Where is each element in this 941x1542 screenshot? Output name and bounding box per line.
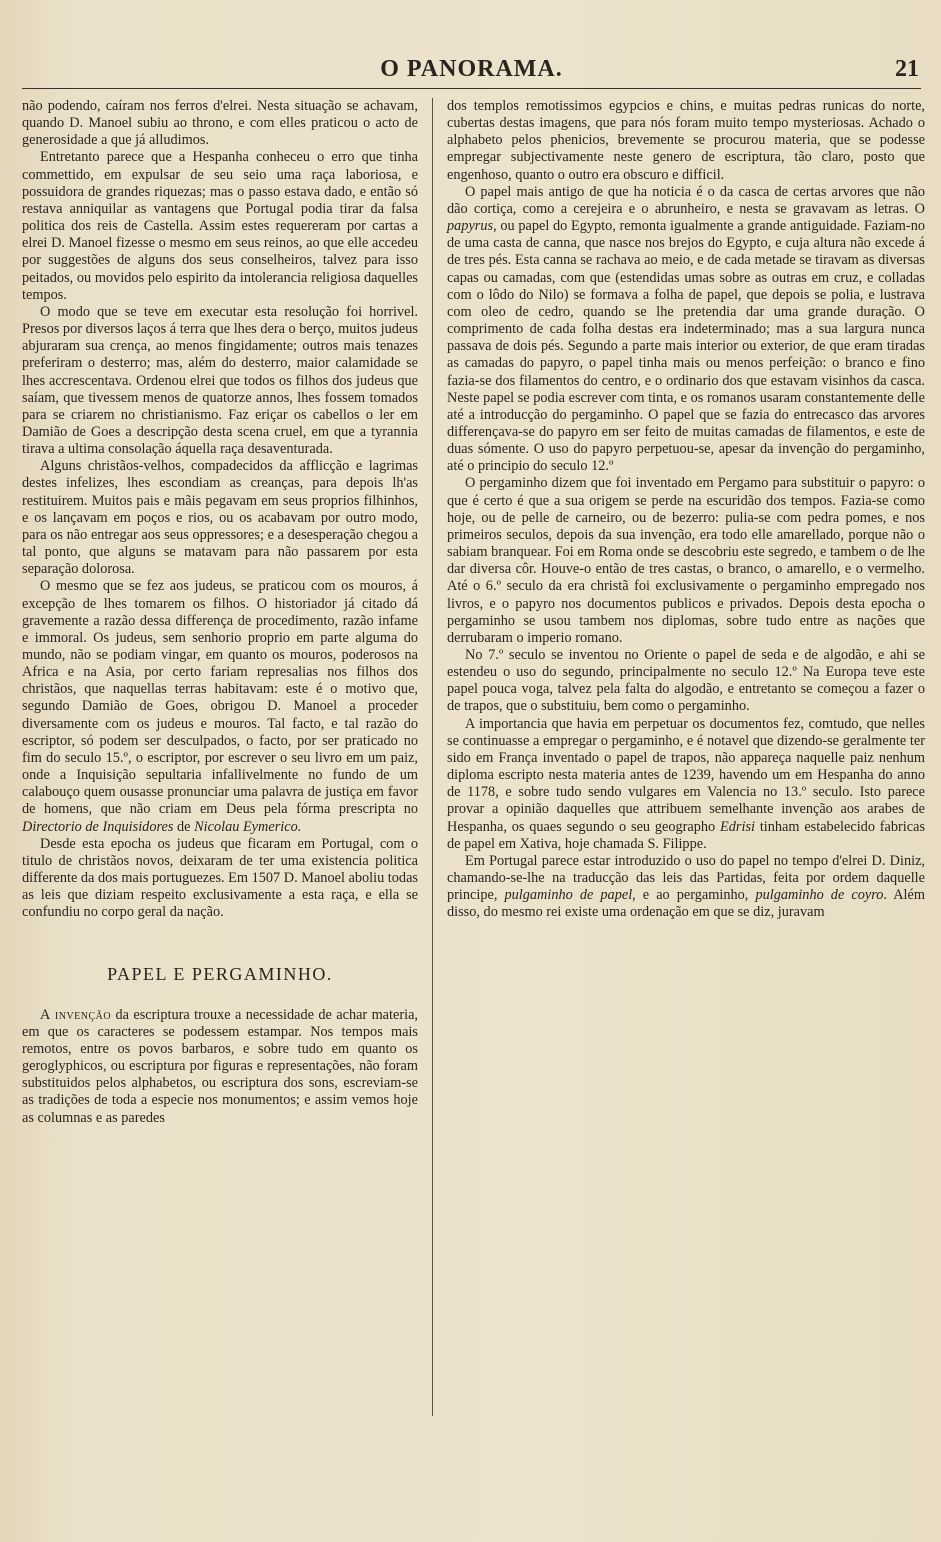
author-name: Nicolau Eymerico. xyxy=(194,818,302,835)
running-title: O PANORAMA. xyxy=(380,56,563,82)
page-number: 21 xyxy=(895,56,919,82)
term-leather: pulgaminho de coyro xyxy=(755,887,884,904)
paragraph-text: , ou papel do Egypto, remonta igualmente a grande antiguidade. Faziam-no de uma casta de canna, que nasce nos brejos do Egypto, e cuja altura não excede á de tres pés. Esta canna se rachava ao meio, e de cada metade se tiravam as diversas capas ou camadas, com que (estendidas umas sobre as outras em cruz, e colladas com o lôdo do Nilo) se formava a folha de papel, que depois se polia, e lustrava com oleo de cedro, quando se lhe pretendia dar uma grande duração. O comprimento de cada folha destas era indeterminado; mas a sua largura nunca passava de dois pés. Segundo a parte mais interior ou exterior, de que eram tiradas as camadas do papyro, o papel tinha mais ou menos perfeição: o branco e fino fazia-se dos filamentos do centro, e o ordinario dos que estavam visinhos da casca. Neste papel se podia escrever com tinta, e os romanos usaram constantemente delle até a introducção do pergaminho. O papel que se fazia do entrecasco das arvores differençava-se do papyro em ser feito de muitas camadas de filamentos, e este de duas sómente. O uso do papyro perpetuou-se, apesar da invenção do pergaminho, até o principio do seculo 12.º xyxy=(447,218,925,475)
paragraph: Desde esta epocha os judeus que ficaram em Portugal, com o titulo de christãos novos, deixaram de ter uma existencia politica differente da dos mais portuguezes. Em 1507 D. Manoel aboliu todas as leis que diziam respeito exclusivamente a esta raça, e ella se confundiu no corpo geral da nação. xyxy=(22,835,418,921)
running-header xyxy=(22,54,921,89)
lead-words: A invenção xyxy=(40,1006,112,1023)
geographer-name: Edrisi xyxy=(720,818,755,835)
book-title: Directorio de Inquisidores xyxy=(22,818,174,835)
section-title: PAPEL E PERGAMINHO. xyxy=(107,963,333,984)
paragraph-text: O papel mais antigo de que ha noticia é o da casca de certas arvores que não dão cortiça, como a cerejeira e o abrunheiro, e nesta se gravavam as letras. O xyxy=(447,183,925,217)
paragraph-text: , e ao pergaminho, xyxy=(632,887,749,904)
paragraph-continuation: dos templos remotissimos egypcios e chins, e muitas pedras runicas do norte, cubertas destas imagens, que para nós foram muito tempo mysteriosas. Achado o alphabeto pelos phenicios, brevemente se procurou materia, que se podesse empregar subjectivamente neste genero de escriptura, tão claro, posto que engenhoso, quanto o outro era obscuro e difficil. xyxy=(447,98,925,183)
paragraph-text: A importancia que havia em perpetuar os documentos fez, comtudo, que nelles se continuasse a empregar o pergaminho, e é notavel que dizendo-se geralmente ter sido em França inventado o papel de trapos, não appareça naquelle paiz nenhum diploma escripto nesta materia antes de 1239, havendo um em Hespanha do anno de 1178, e sobre tudo sendo vulgares em Valencia no 13.º seculo. Isto parece provar a opinião daquelles que attribuem semelhante invenção aos arabes de Hespanha, os quaes segundo o seu geographo xyxy=(447,715,925,835)
left-column xyxy=(22,98,418,1127)
paragraph xyxy=(447,853,925,922)
paragraph-text: tinham estabelecido fabricas de papel em Xativa, hoje chamada S. Filippe. xyxy=(447,818,926,852)
paragraph xyxy=(22,1007,418,1127)
paragraph-text: Em Portugal parece estar introduzido o uso do papel no tempo d'elrei D. Diniz, chamando-se-lhe na traducção das leis das Partidas, feita por ordem daquelle principe, xyxy=(447,852,925,904)
paragraph-text: de xyxy=(177,818,191,835)
paragraph: No 7.º seculo se inventou no Oriente o papel de seda e de algodão, e ahi se estendeu o uso do segundo, principalmente no seculo 12.º Na Europa teve este papel pouca voga, talvez pela falta do algodão, e entretanto se começou a fazer o de trapos, que o substituiu, bem como o pergaminho. xyxy=(447,647,925,715)
paragraph-continuation: não podendo, caíram nos ferros d'elrei. Nesta situação se achavam, quando D. Manoel subiu ao throno, e com elles praticou o acto de generosidade a que já alludimos. xyxy=(22,98,418,149)
paragraph: O modo que se teve em executar esta resolução foi horrivel. Presos por diversos laços á terra que lhes dera o berço, muitos judeus abjuraram sua crença, ao menos fingidamente; outros mais tenazes preferiram o desterro; mas, além do desterro, maior calamidade se lhes accrescentava. Ordenou elrei que todos os filhos dos judeus que saíam, que tivessem menos de quatorze annos, lhes fossem tomados para se criarem no christianismo. Faz eriçar os cabellos o ler em Damião de Goes a descripção desta scena cruel, em que a tyrannia tirava a ultima consolação áquella raça desaventurada. xyxy=(22,303,418,458)
term-paper: pulgaminho de papel xyxy=(504,887,633,904)
paragraph xyxy=(447,184,925,476)
paragraph-text: . Além disso, do mesmo rei existe uma ordenação em que se diz, juravam xyxy=(447,887,925,921)
paragraph xyxy=(447,716,925,853)
paragraph: Alguns christãos-velhos, compadecidos da afflicção e lagrimas destes infelizes, lhes escondiam as creanças, para depois lh'as restituirem. Muitos pais e mãis pegavam em seus proprios filhinhos, e os lançavam em poços e rios, ou os acabavam por outro modo, para os não entregar aos seus oppressores; e a desesperação chegou a tal ponto, que alguns se matavam para não passarem por esta separação dolorosa. xyxy=(22,458,418,578)
paragraph xyxy=(22,578,418,835)
paragraph: Entretanto parece que a Hespanha conheceu o erro que tinha commettido, em expulsar de seu seio uma raça laboriosa, e possuidora de grandes riquezas; mas o passo estava dado, e então só restava anniquilar as vantagens que Portugal podia tirar da falsa politica dos reis de Castella. Assim estes requereram por cartas a elrei D. Manoel fizesse o mesmo em seus reinos, ao que elle accedeu por suggestões de alguns dos seus conselheiros, talvez para isso peitados, ou movidos pelo espirito da intolerancia religiosa daquelles tempos. xyxy=(22,149,418,303)
column-divider xyxy=(432,98,433,1416)
paragraph: O pergaminho dizem que foi inventado em Pergamo para substituir o papyro: o que é certo é que a sua origem se perde na escuridão dos tempos. Fazia-se como hoje, ou de pelle de carneiro, ou de bezerro: pulia-se com pedra pomes, e nos primeiros seculos, depois da sua invenção, era todo elle amarellado, porque não o sabiam branquear. Foi em Roma onde se descobriu este segredo, e tambem o de lhe dar diversa côr. Houve-o então de tres castas, o branco, o amarello, e o vermelho. Até o 6.º seculo da era christã foi exclusivamente o pergaminho empregado nos livros, e o papyro nos documentos publicos e privados. Depois desta epocha o pergaminho se usou tambem nos diplomas, sobre tudo entre as nações que derrubaram o imperio romano. xyxy=(447,475,925,646)
term-papyrus: papyrus xyxy=(447,218,494,235)
right-column xyxy=(447,98,925,922)
paragraph-text: da escriptura trouxe a necessidade de achar materia, em que os caracteres se podessem estampar. Nos tempos mais remotos, entre os povos barbaros, e sobre tudo em quanto os geroglyphicos, ou escriptura por figuras e representações, não foram substituidos pelos alphabetos, ou escriptura dos sons, escreviam-se as tradições de toda a especie nos monumentos; e assim vemos hoje as columnas e as paredes xyxy=(22,1006,419,1126)
paragraph-text: O mesmo que se fez aos judeus, se praticou com os mouros, á excepção de lhes tomarem os filhos. O historiador já citado dá gravemente a razão dessa differença de procedimento, razão infame e immoral. Os judeus, sem senhorio proprio em parte alguma do mundo, não se podiam vingar, em quanto os mouros, poderosos na Africa e na Asia, por certo fariam represalias nos filhos dos christãos, que naquellas terras habitavam: este é o motivo que, segundo Damião de Goes, obrigou D. Manoel a proceder diversamente com os judeus e mouros. Tal facto, e tal razão do escriptor, só podem ser desculpados, o facto, por ser praticado no fim do seculo 15.º, o escriptor, por escrever o seu livro em um paiz, onde a Inquisição sepultaria infallivelmente no fundo de um calabouço quem ousasse pronunciar uma palavra de justiça em favor de homens, que não criam em Deus pela fórma prescripta no xyxy=(22,578,418,818)
